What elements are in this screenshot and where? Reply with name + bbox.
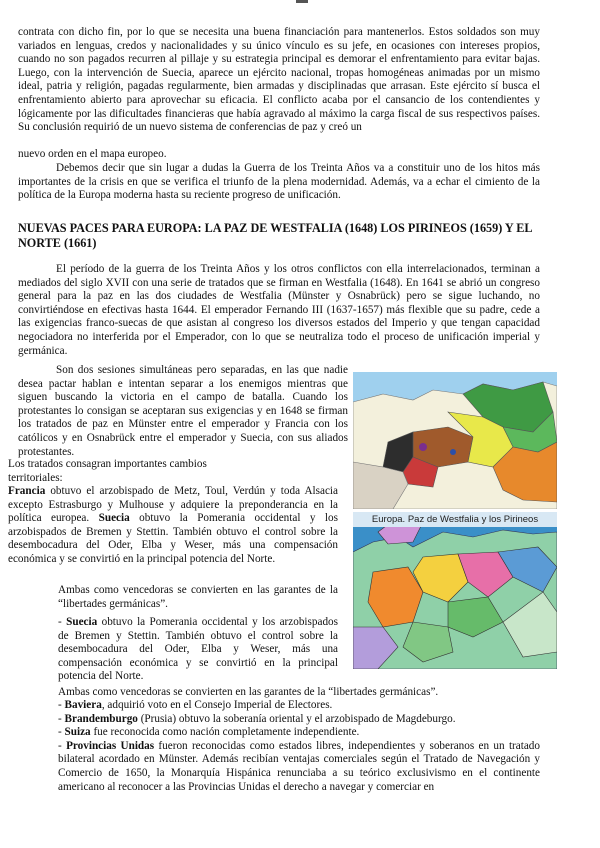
text-france: obtuvo el arzobispado de Metz, Toul, Verdún y toda Alsacia excepto Estrasburgo y Mulhouse y adquiere la preponderancia en la política europea. xyxy=(8,485,338,525)
map-title: Europa. Paz de Westfalia y los Pirineos xyxy=(353,512,557,527)
map-germany-regions xyxy=(353,372,557,509)
paragraph-mercenaries-end: nuevo orden en el mapa europeo. xyxy=(18,148,167,160)
text-sweden-repeat: obtuvo la Pomerania occidental y los arzobispados de Bremen y Stettin. También obtuvo el control sobre la desembocadura del Oder, Elba y Weser, más una compensación económica y se convirtió en la principal potencia del Norte. xyxy=(58,616,338,683)
section-heading: NUEVAS PACES PARA EUROPA: LA PAZ DE WESTFALIA (1648) LOS PIRINEOS (1659) Y EL NORTE (1661) xyxy=(18,221,532,250)
paragraph-sweden-repeat xyxy=(58,616,338,684)
paragraph-mercenaries-text: contrata con dicho fin, por lo que se necesita una buena financiación para mantenerlos. Estos soldados son muy variados en lenguas, credos y nacionalidades y su único vínculo es su jefe, en ocasiones con intereses propios, cuando no son pagados recurren al pillaje y su estrategia principal es demorar el enfrentamiento para evitar bajas. Luego, con la intervención de Suecia, aparece un ejército nacional, tropas homogéneas animadas por un mismo ideal, patria y religión, pagadas regularmente, bien armadas y disciplinadas que arrasan. Este ejército sí busca el enfrentamiento abierto para aprovechar su eficacia. El conflicto acaba por el cansancio de los contendientes y lógicamente por las dificultades financieras que había agravado al máximo la carga fiscal de sus respectivos países. Su conclusión requirió de un nuevo sistema de conferencias de paz y creó un xyxy=(18,26,540,134)
paragraph-intro: El período de la guerra de los Treinta Años y los otros conflictos con ella interrelacionados, terminan a mediados del siglo XVII con una serie de tratados que se firman en Westfalia (1648). En 1641 se abrió un congreso general para la paz en las dos ciudades de Westfalia (Münster y Osnabrück) pero se sigue luchando, no convirtiéndose en efectivas hasta 1644. El emperador Fernando III (1637-1657) más flexible que su padre, cede a las exigencias franco-suecas de que asistan al congreso los diversos estados del Imperio y que tengan capacidad negociadora no interferida por el Emperador, con lo que se neutraliza todo el proceso de unificación imperial y germánica. xyxy=(18,263,540,357)
treaties-intro-line1: Los tratados consagran importantes cambios xyxy=(8,458,207,470)
text-provincias-unidas: fueron reconocidas como estados libres, independientes y soberanos en un tratado bilateral acordado en Münster. Además recibían ventajas comerciales según el Tratado de Navegación y Comercio de 1650, la Monarquía Hispánica renunciaba a su teórico exclusivismo en el continente americano al reconocer a las Provincias Unidas el derecho a navegar y comerciar en xyxy=(58,739,540,793)
text-baviera: , adquirió voto en el Consejo Imperial de Electores. xyxy=(101,699,333,711)
paragraph-conclusion: Debemos decir que sin lugar a dudas la Guerra de los Treinta Años va a constituir uno de los hitos más importantes de la crisis en que se verifica el triunfo de la plena modernidad. Además, va a echar el cimiento de la política de la Europa moderna hasta su reciente progreso de unificación. xyxy=(18,162,540,202)
treaties-intro xyxy=(8,458,248,485)
map-germany-regions-graphic xyxy=(353,372,557,509)
label-suiza: Suiza xyxy=(64,726,91,739)
label-sweden: Suecia xyxy=(98,512,130,525)
paragraph-guarantors-repeat: Ambas como vencedoras se convierten en las garantes de la “libertades germánicas”. xyxy=(58,686,439,698)
bullet-dash: - xyxy=(58,616,67,628)
bullet-list xyxy=(58,699,540,794)
bullet-provincias-unidas xyxy=(58,740,540,794)
paragraph-sessions: Son dos sesiones simultáneas pero separadas, en las que nadie desea pactar hablan e intentan separar a los enemigos mientras que siguen buscando la victoria en el campo de batalla. Cuando los protestantes lo consigan se aceptaran sus exigencias y en 1648 se firman los tratados de paz en Münster entre el emperador y Francia con los católicos y en Osnabrück entre el emperador y Suecia, con sus aliados protestantes. xyxy=(18,364,348,458)
paragraph-france-sweden xyxy=(8,485,338,567)
label-baviera: Baviera xyxy=(64,699,102,711)
label-france: Francia xyxy=(8,485,46,497)
text-sweden: obtuvo la Pomerania occidental y los arzobispados de Bremen y Stettin. También obtuvo el control sobre la desembocadura del Oder, Elba y Weser, más una compensación económica y se convirtió en la principal potencia del Norte. xyxy=(8,512,338,565)
bullet-brandemburgo xyxy=(58,713,540,727)
label-provincias-unidas: Provincias Unidas xyxy=(66,739,155,752)
bullet-baviera xyxy=(58,699,540,713)
bullet-dash: - xyxy=(58,739,67,752)
paragraph-mercenaries xyxy=(18,26,540,135)
treaties-intro-line2: territoriales: xyxy=(8,471,63,484)
page-top-mark xyxy=(296,0,308,3)
map-europe-westfalia xyxy=(353,512,557,669)
text-suiza: fue reconocida como nación completamente independiente. xyxy=(90,726,360,739)
bullet-suiza xyxy=(58,726,540,740)
bullet-dash: - xyxy=(58,699,65,711)
label-brandemburgo: Brandemburgo xyxy=(64,712,138,725)
map-europe-westfalia-graphic xyxy=(353,512,557,669)
bullet-dash: - xyxy=(58,726,65,739)
label-sweden-repeat: Suecia xyxy=(66,616,98,628)
bullet-dash: - xyxy=(58,712,65,725)
text-brandemburgo: (Prusia) obtuvo la soberanía oriental y el arzobispado de Magdeburgo. xyxy=(137,712,456,725)
paragraph-guarantors: Ambas como vencedoras se convierten en las garantes de la “libertades germánicas”. xyxy=(58,584,338,610)
